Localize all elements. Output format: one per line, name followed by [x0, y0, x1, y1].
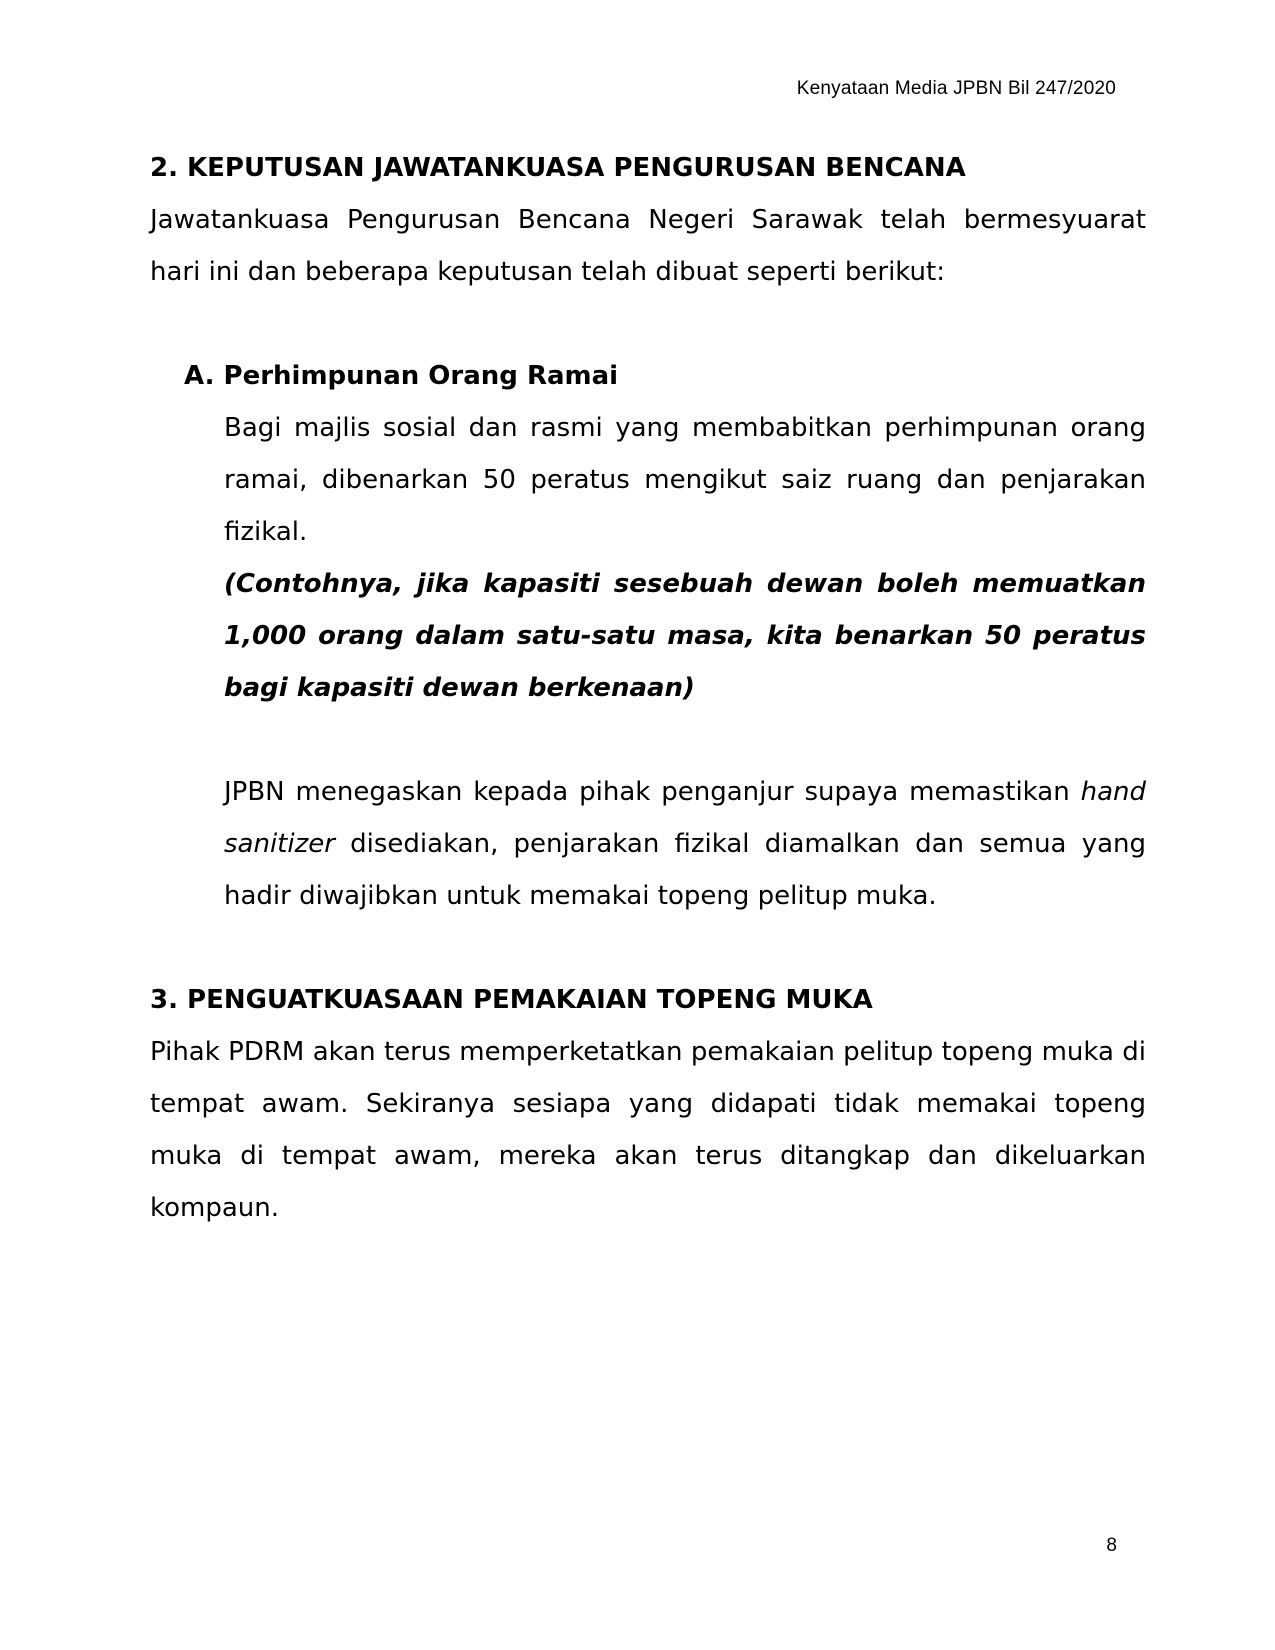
spacer	[224, 714, 1146, 766]
subsection-a-body	[224, 402, 1146, 922]
subsection-a-heading: A. Perhimpunan Orang Ramai	[184, 361, 619, 391]
paragraph-2-end: disediakan, penjarakan fizikal diamalkan dan semua yang hadir diwajibkan untuk memakai topeng pelitup muka.	[224, 829, 1146, 911]
subsection-a-example: (Contohnya, jika kapasiti sesebuah dewan boleh memuatkan 1,000 orang dalam satu-satu masa, kita benarkan 50 peratus bagi kapasiti dewan berkenaan)	[224, 569, 1146, 703]
running-header: Kenyataan Media JPBN Bil 247/2020	[796, 78, 1116, 99]
subsection-a-paragraph-1: Bagi majlis sosial dan rasmi yang membabitkan perhimpunan orang ramai, dibenarkan 50 peratus mengikut saiz ruang dan penjarakan fizikal.	[224, 413, 1146, 547]
section-3-heading: 3. PENGUATKUASAAN PEMAKAIAN TOPENG MUKA	[150, 985, 873, 1015]
section-2-heading: 2. KEPUTUSAN JAWATANKUASA PENGURUSAN BENCANA	[150, 153, 966, 183]
spacer	[150, 298, 1146, 350]
page-number: 8	[1106, 1535, 1117, 1556]
page-content	[150, 142, 1146, 1234]
section-2-intro: Jawatankuasa Pengurusan Bencana Negeri Sarawak telah bermesyuarat hari ini dan beberapa keputusan telah dibuat seperti berikut:	[150, 205, 1146, 287]
spacer	[150, 922, 1146, 974]
section-3-body: Pihak PDRM akan terus memperketatkan pemakaian pelitup topeng muka di tempat awam. Sekiranya sesiapa yang didapati tidak memakai topeng muka di tempat awam, mereka akan terus ditangkap dan dikeluarkan kompaun.	[150, 1037, 1146, 1223]
paragraph-2-italic-term: hand sanitizer	[224, 777, 1146, 859]
paragraph-2-start: JPBN menegaskan kepada pihak penganjur supaya memastikan	[224, 777, 1081, 807]
subsection-a-paragraph-2	[224, 766, 1146, 922]
